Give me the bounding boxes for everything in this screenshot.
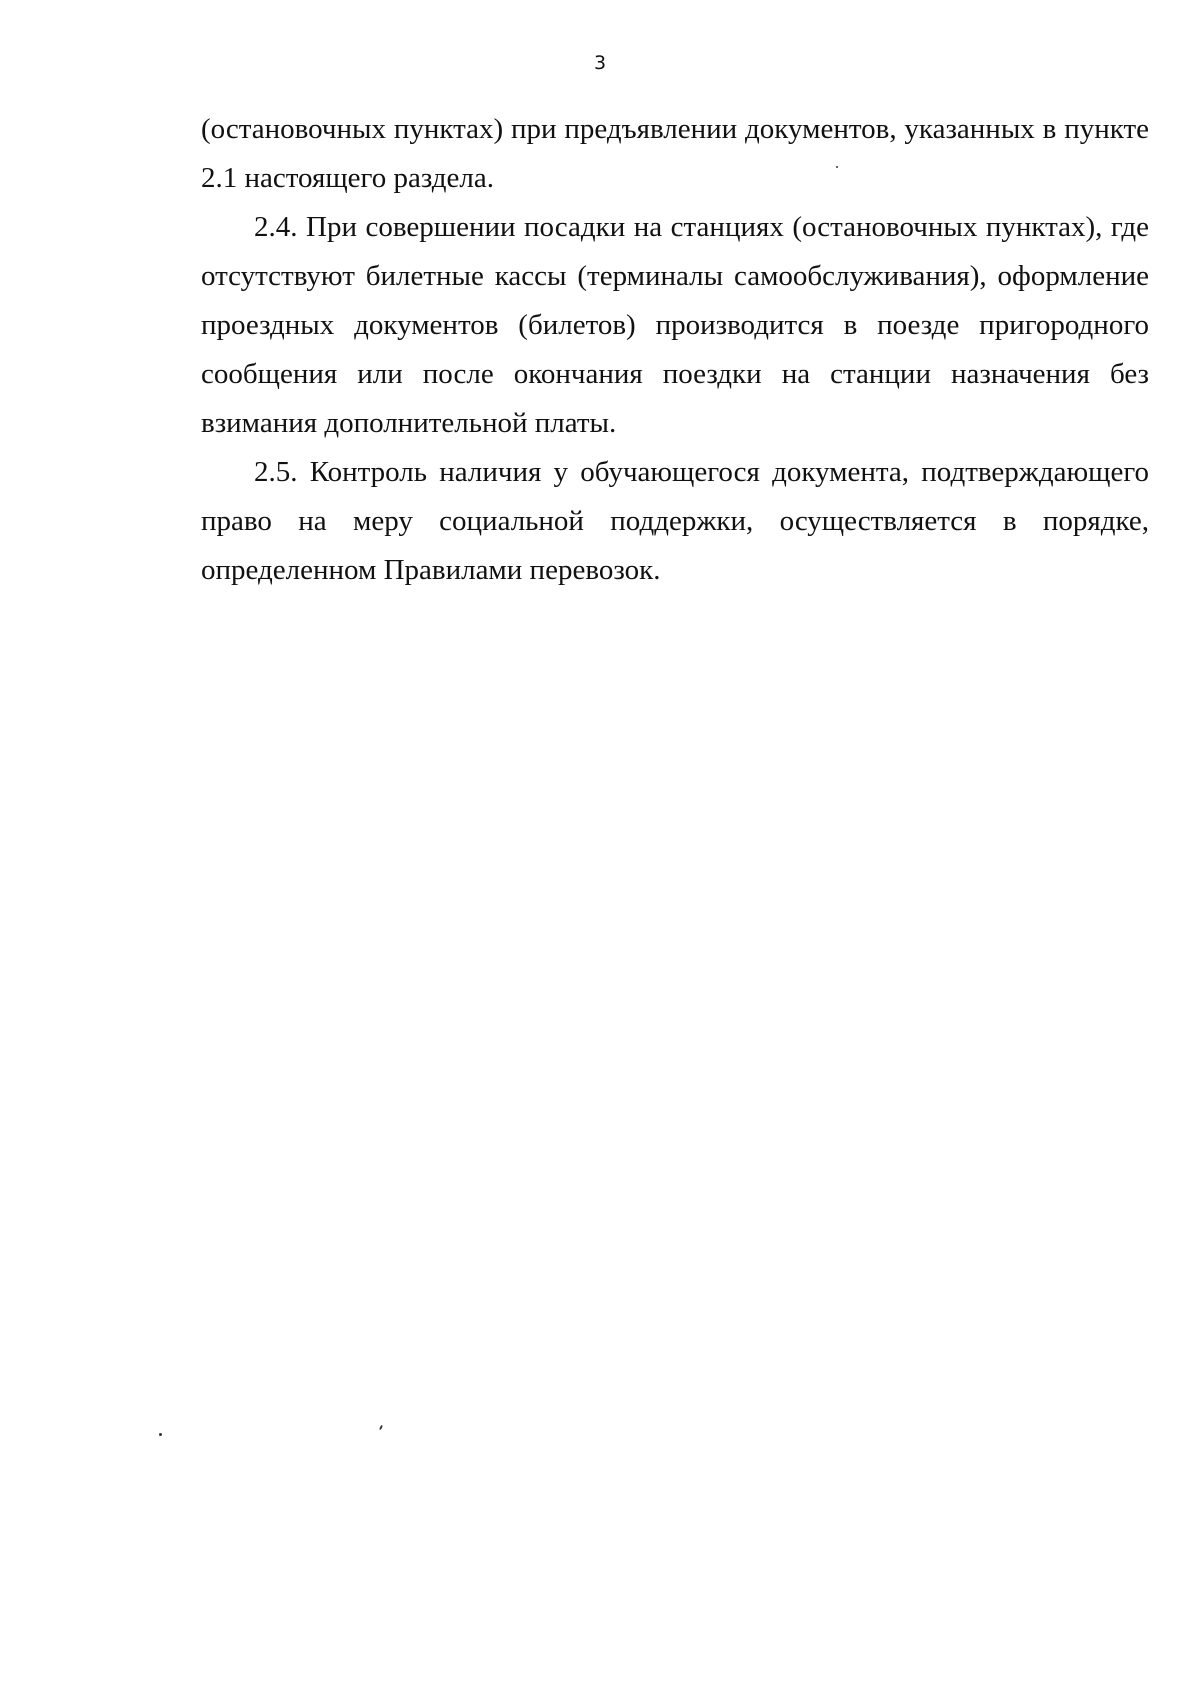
- paragraph-2-5: 2.5. Контроль наличия у обучающегося документа, подтверждающего право на меру социальной поддержки, осуществляется в порядке, определенном Правилами перевозок.: [201, 456, 1149, 586]
- scan-speck: [379, 1425, 383, 1430]
- scan-speck: [836, 166, 838, 168]
- paragraph-2-4: 2.4. При совершении посадки на станциях (остановочных пунктах), где отсутствуют билетные кассы (терминалы самообслуживания), оформление проездных документов (билетов) производится в поезде пригородного сообщения или после окончания поездки на станции назначения без взимания дополнительной платы.: [201, 211, 1149, 439]
- paragraph-continuation: (остановочных пунктах) при предъявлении документов, указанных в пункте 2.1 настоящего раздела.: [201, 113, 1149, 194]
- scan-speck: [159, 1433, 162, 1436]
- document-body: [201, 105, 1149, 595]
- page-number: 3: [593, 52, 607, 74]
